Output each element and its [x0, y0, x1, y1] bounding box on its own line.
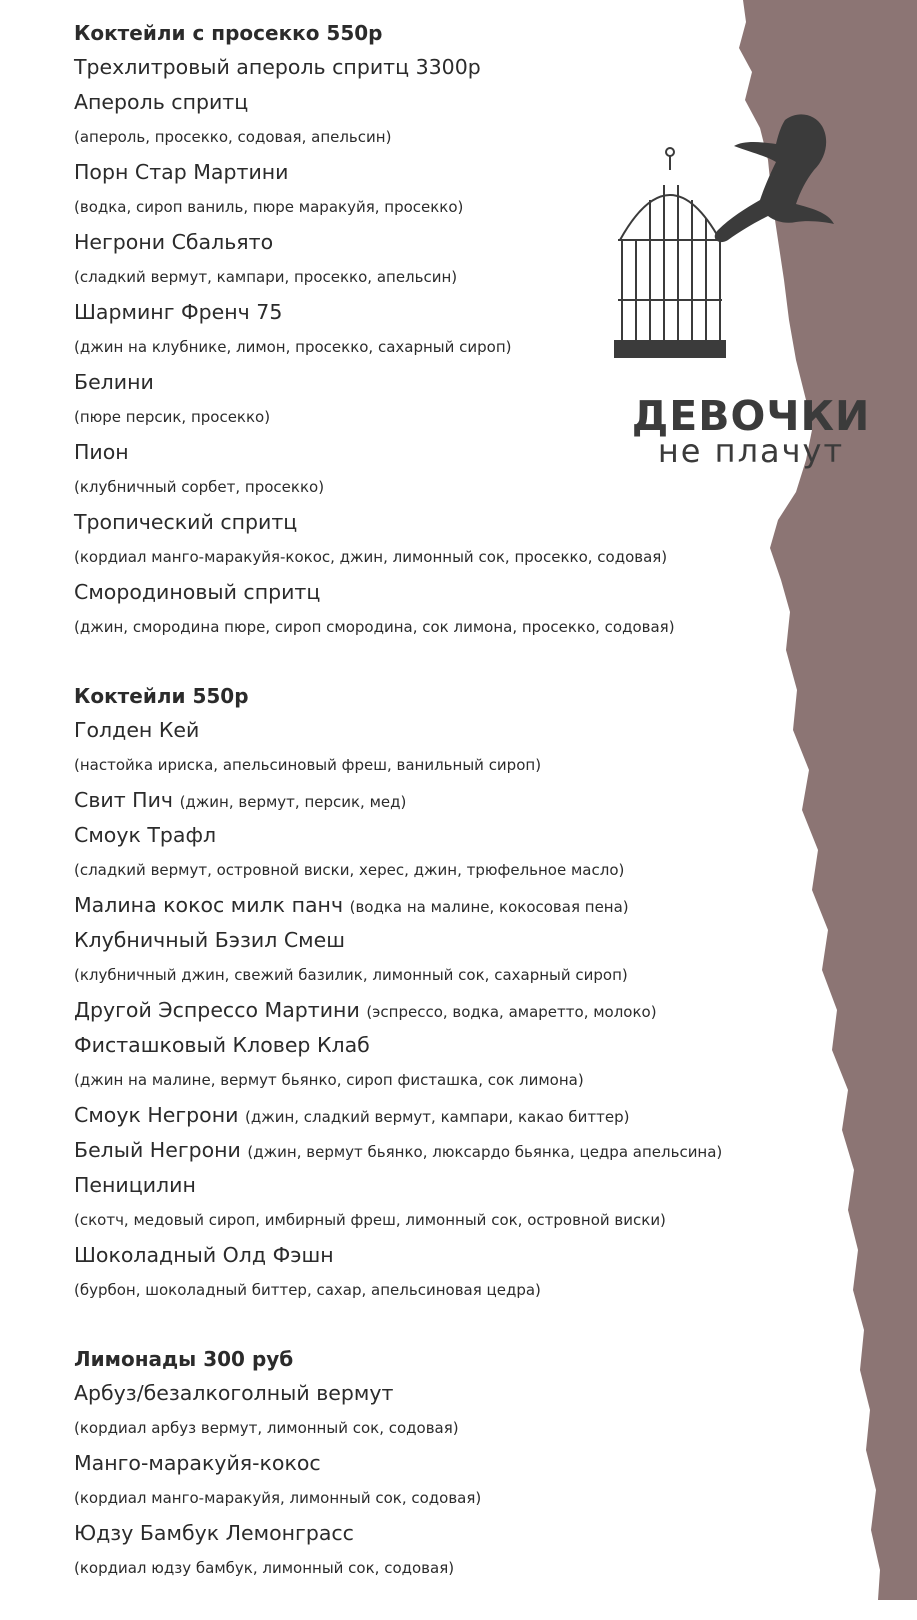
menu-item	[74, 1098, 834, 1133]
menu-item	[74, 713, 834, 748]
item-name: Шарминг Френч 75	[74, 300, 283, 324]
item-name: Свит Пич	[74, 788, 174, 812]
item-description: (джин, вермут бьянко, люксардо бьянка, цедра апельсина)	[247, 1143, 723, 1161]
item-description: (кордиал арбуз вермут, лимонный сок, содовая)	[74, 1419, 459, 1437]
logo-subtitle: не плачут	[657, 432, 845, 470]
item-description: (апероль, просекко, содовая, апельсин)	[74, 128, 392, 146]
menu-item	[74, 888, 834, 923]
menu-item	[74, 1516, 834, 1551]
menu-item	[74, 365, 834, 400]
menu-item	[74, 225, 834, 260]
menu-item	[74, 295, 834, 330]
menu-section	[74, 1342, 834, 1586]
menu-item	[74, 435, 834, 470]
item-description: (клубничный сорбет, просекко)	[74, 478, 325, 496]
item-description: (водка на малине, кокосовая пена)	[349, 898, 629, 916]
item-description: (кордиал юдзу бамбук, лимонный сок, содовая)	[74, 1559, 455, 1577]
section-title: Коктейли 550р	[74, 684, 249, 708]
item-description: (джин, смородина пюре, сироп смородина, сок лимона, просекко, содовая)	[74, 618, 675, 636]
menu-section	[74, 16, 834, 645]
item-name: Юдзу Бамбук Лемонграсс	[74, 1521, 354, 1545]
menu-item	[74, 155, 834, 190]
item-name: Тропический спритц	[74, 510, 298, 534]
item-name: Манго-маракуйя-кокос	[74, 1451, 321, 1475]
menu-item	[74, 1028, 834, 1063]
item-description: (пюре персик, просекко)	[74, 408, 271, 426]
item-description: (сладкий вермут, островной виски, херес, джин, трюфельное масло)	[74, 861, 625, 879]
item-description: (эспрессо, водка, амаретто, молоко)	[366, 1003, 657, 1021]
item-name: Фисташковый Кловер Клаб	[74, 1033, 370, 1057]
item-name: Клубничный Бэзил Смеш	[74, 928, 346, 952]
menu-item	[74, 1168, 834, 1203]
menu-item	[74, 1238, 834, 1273]
item-description: (кордиал манго-маракуйя-кокос, джин, лимонный сок, просекко, содовая)	[74, 548, 668, 566]
menu-item	[74, 818, 834, 853]
menu-item	[74, 50, 834, 85]
menu-item	[74, 575, 834, 610]
item-name: Другой Эспрессо Мартини	[74, 998, 360, 1022]
item-description: (джин, вермут, персик, мед)	[179, 793, 407, 811]
item-description: (джин, сладкий вермут, кампари, какао биттер)	[244, 1108, 630, 1126]
item-name: Малина кокос милк панч	[74, 893, 344, 917]
item-description: (кордиал манго-маракуйя, лимонный сок, содовая)	[74, 1489, 482, 1507]
section-title: Лимонады 300 руб	[74, 1347, 294, 1371]
menu-item	[74, 1133, 834, 1168]
menu-item	[74, 85, 834, 120]
menu-item	[74, 1446, 834, 1481]
item-name: Пеницилин	[74, 1173, 196, 1197]
menu-item	[74, 993, 834, 1028]
item-description: (бурбон, шоколадный биттер, сахар, апельсиновая цедра)	[74, 1281, 541, 1299]
item-name: Смоук Трафл	[74, 823, 217, 847]
item-name: Порн Стар Мартини	[74, 160, 289, 184]
item-description: (сладкий вермут, кампари, просекко, апельсин)	[74, 268, 458, 286]
section-title: Коктейли с просекко 550р	[74, 21, 383, 45]
item-description: (водка, сироп ваниль, пюре маракуйя, просекко)	[74, 198, 464, 216]
menu	[74, 16, 834, 1620]
menu-item	[74, 1376, 834, 1411]
item-name: Белый Негрони	[74, 1138, 241, 1162]
item-name: Апероль спритц	[74, 90, 249, 114]
item-name: Арбуз/безалкоголный вермут	[74, 1381, 394, 1405]
item-name: Негрони Сбальято	[74, 230, 274, 254]
menu-section	[74, 679, 834, 1308]
item-description: (настойка ириска, апельсиновый фреш, ванильный сироп)	[74, 756, 542, 774]
menu-item	[74, 505, 834, 540]
item-name: Трехлитровый апероль спритц 3300р	[74, 55, 481, 79]
item-description: (клубничный джин, свежий базилик, лимонный сок, сахарный сироп)	[74, 966, 628, 984]
item-name: Смоук Негрони	[74, 1103, 239, 1127]
item-name: Голден Кей	[74, 718, 200, 742]
logo-title: ДЕВОЧКИ	[631, 392, 871, 440]
item-description: (джин на клубнике, лимон, просекко, сахарный сироп)	[74, 338, 512, 356]
item-name: Белини	[74, 370, 154, 394]
item-description: (джин на малине, вермут бьянко, сироп фисташка, сок лимона)	[74, 1071, 584, 1089]
item-name: Смородиновый спритц	[74, 580, 321, 604]
menu-item	[74, 923, 834, 958]
item-name: Пион	[74, 440, 129, 464]
item-description: (скотч, медовый сироп, имбирный фреш, лимонный сок, островной виски)	[74, 1211, 666, 1229]
item-name: Шоколадный Олд Фэшн	[74, 1243, 334, 1267]
menu-item	[74, 783, 834, 818]
